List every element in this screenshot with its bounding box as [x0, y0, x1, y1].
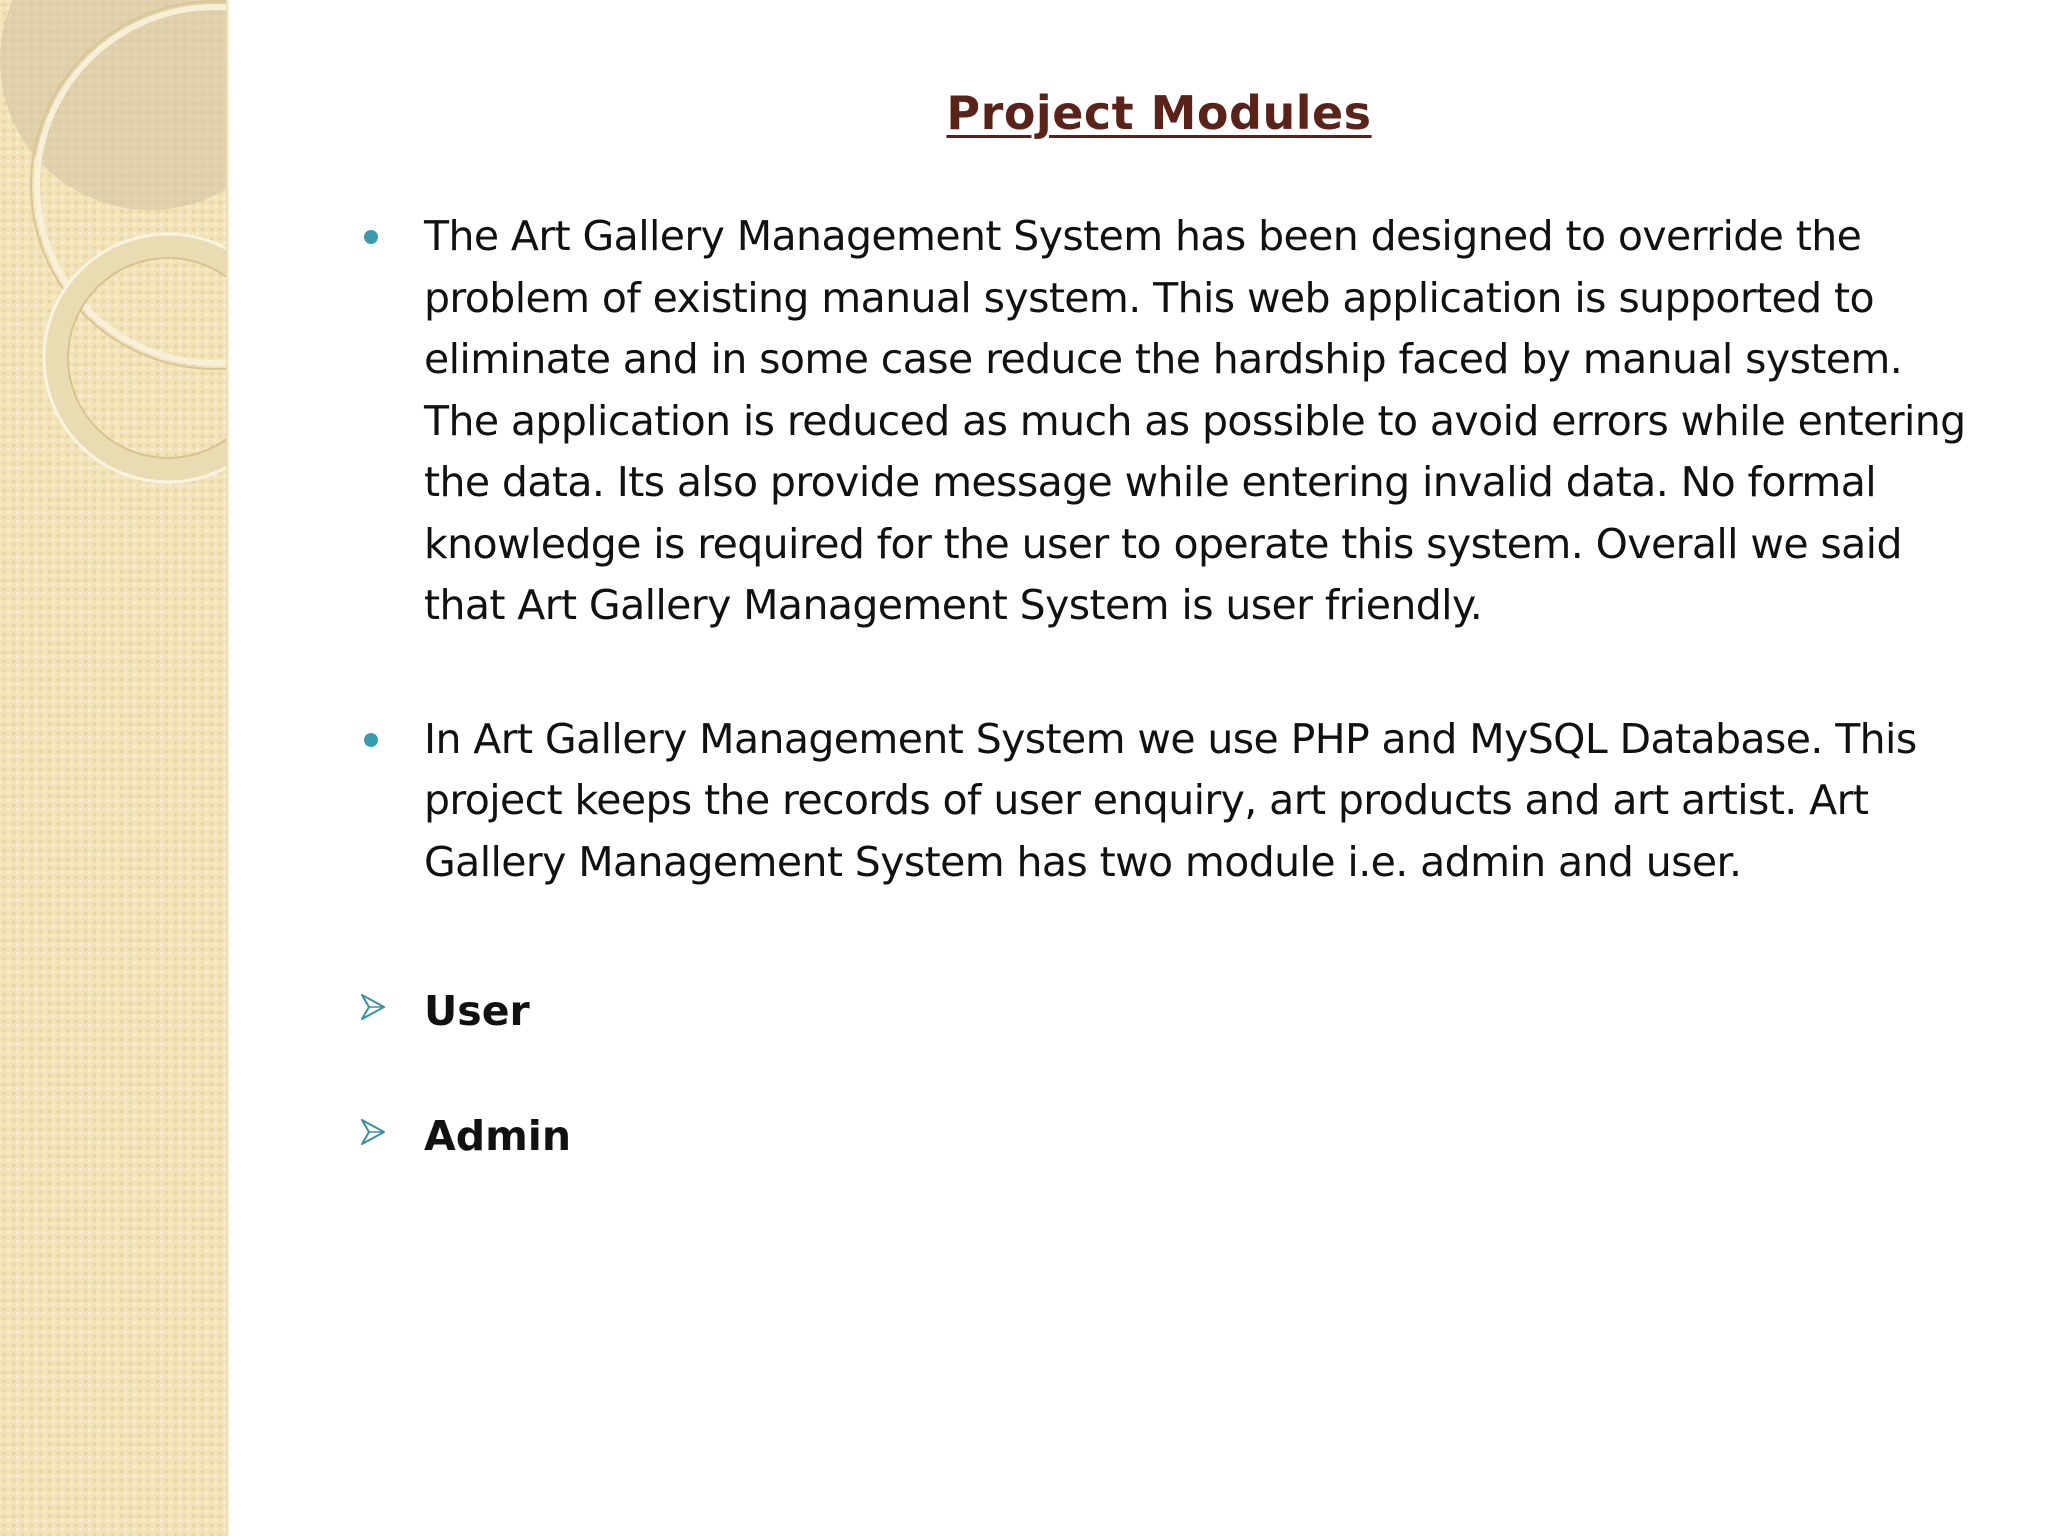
bullet-dot-icon — [364, 733, 378, 747]
module-item-user — [360, 983, 1980, 1039]
slide-content — [360, 206, 1980, 1164]
module-label-user: User — [424, 987, 530, 1035]
arrow-bullet-icon — [360, 1118, 386, 1146]
bullet-dot-icon — [364, 230, 378, 244]
module-label-admin: Admin — [424, 1112, 572, 1160]
arrow-bullet-icon — [360, 993, 386, 1021]
module-item-admin — [360, 1108, 1980, 1164]
paragraph-text-2: In Art Gallery Management System we use PHP and MySQL Database. This project keeps the records of user enquiry, art products and art artist. Art Gallery Management System has two module i.e. admin and user. — [424, 714, 1917, 886]
side-band-edge — [226, 0, 230, 1536]
decorative-rings-icon — [0, 0, 226, 520]
decorative-side-band — [0, 0, 226, 1536]
slide-title: Project Modules — [946, 86, 1372, 140]
bullet-paragraph-1 — [360, 206, 1980, 637]
paragraph-text-1: The Art Gallery Management System has been designed to override the problem of existing manual system. This web application is supported to eliminate and in some case reduce the hardship faced by manual system. The application is reduced as much as possible to avoid errors while entering the data. Its also provide message while entering invalid data. No formal knowledge is required for the user to operate this system. Overall we said that Art Gallery Management System is user friendly. — [424, 212, 1966, 629]
bullet-paragraph-2 — [360, 709, 1980, 894]
